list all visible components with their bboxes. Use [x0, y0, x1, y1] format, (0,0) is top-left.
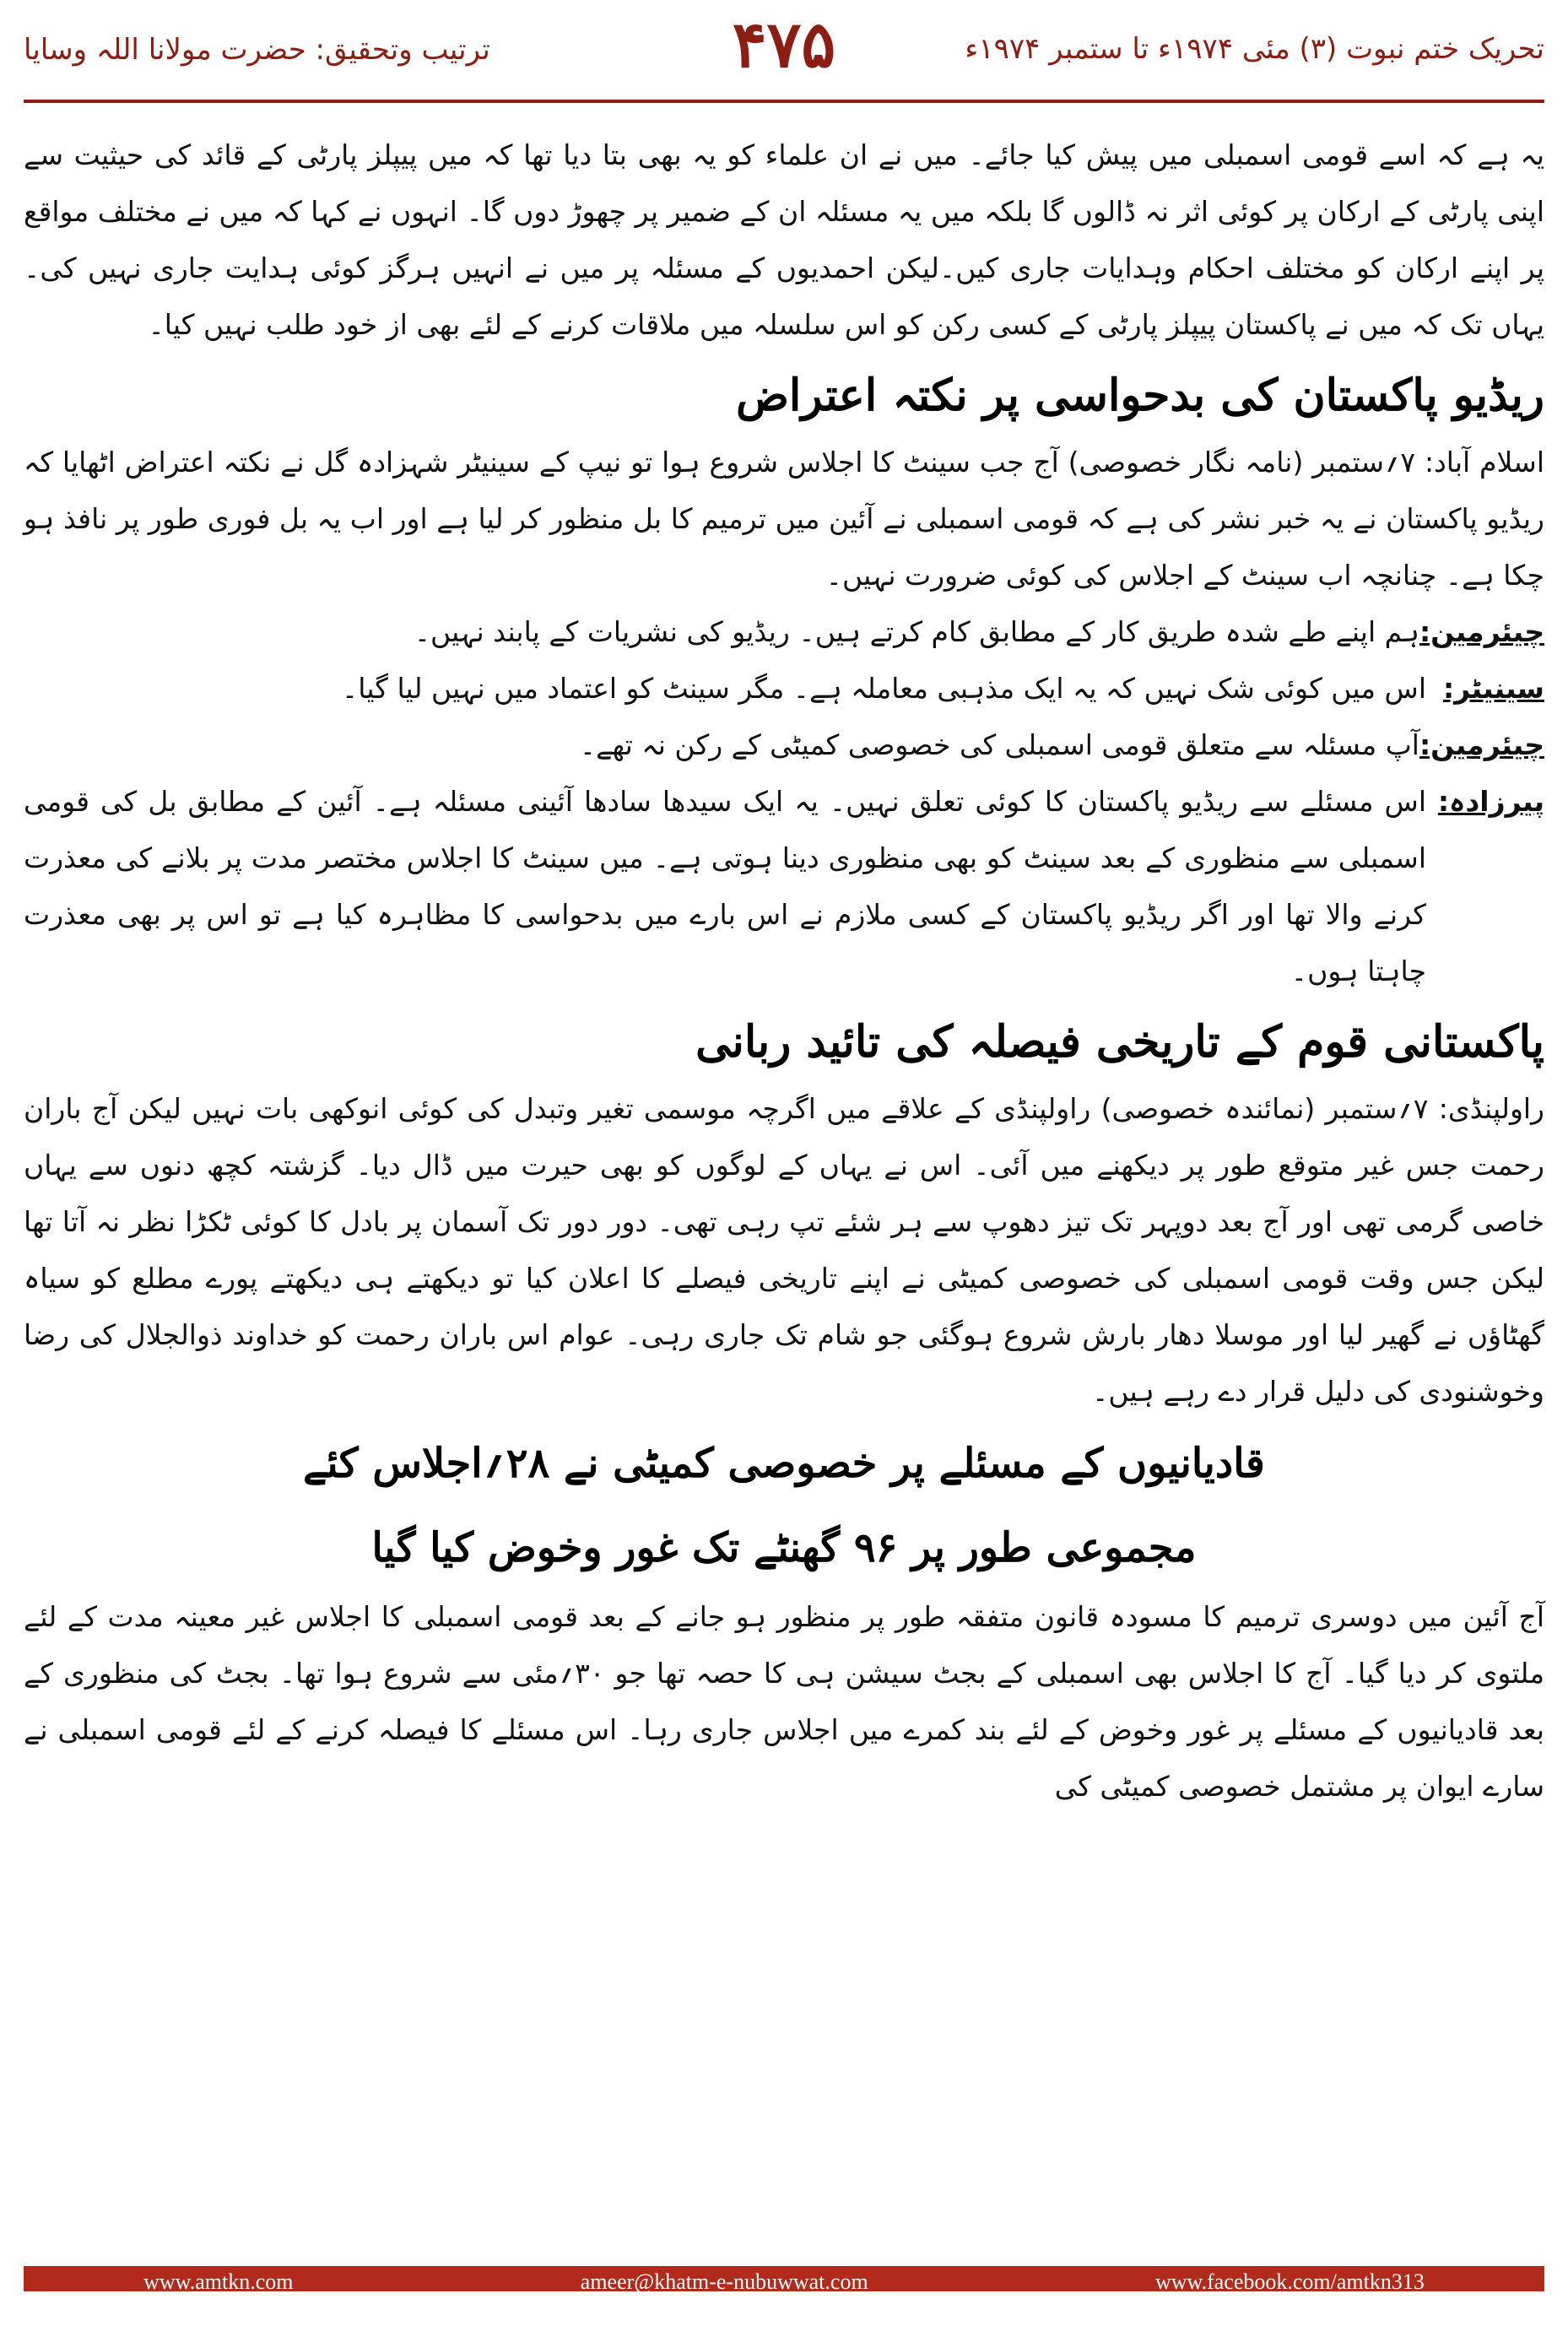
footer-links	[0, 2269, 1568, 2295]
paragraph-rawalpindi: راولپنڈی: ۷؍ستمبر (نمائندہ خصوصی) راولپنڈی کے علاقے میں اگرچہ موسمی تغیر وتبدل کی کوئی انوکھی بات نہیں لیکن آج باران رحمت جس غیر متوقع طور پر دیکھنے میں آئی۔ اس نے یہاں کے لوگوں کو بھی حیرت میں ڈال دیا۔ گزشتہ کچھ دنوں سے یہاں خاصی گرمی تھی اور آج بعد دوپہر تک تیز دھوپ سے ہر شئے تپ رہی تھی۔ دور دور تک آسمان پر بادل کا کوئی ٹکڑا نظر نہ آتا تھا لیکن جس وقت قومی اسمبلی کی خصوصی کمیٹی نے اپنے تاریخی فیصلے کا اعلان کیا تو دیکھتے ہی دیکھتے پورے مطلع کو سیاہ گھٹاؤں نے گھیر لیا اور موسلا دھار بارش شروع ہوگئی جو شام تک جاری رہی۔ عوام اس باران رحمت کو خداوند ذوالجلال کی رضا وخوشنودی کی دلیل قرار دے رہے ہیں۔	[24, 1092, 1544, 1408]
email-link[interactable]: ameer@khatm-e-nubuwwat.com	[580, 2269, 868, 2294]
page-number: ۴۷۵	[732, 7, 836, 82]
speaker-chairman: چیئرمین:	[1419, 615, 1544, 648]
speaker-chairman: چیئرمین:	[1419, 728, 1544, 761]
page-header	[0, 0, 1568, 118]
speech-text: آپ مسئلہ سے متعلق قومی اسمبلی کی خصوصی کمیٹی کے رکن نہ تھے۔	[579, 728, 1419, 761]
facebook-link[interactable]: www.facebook.com/amtkn313	[1154, 2269, 1425, 2294]
subheading-96-hours: مجموعی طور پر ۹۶ گھنٹے تک غور وخوض کیا گیا	[371, 1524, 1197, 1571]
heading-divine-approval: پاکستانی قوم کے تاریخی فیصلہ کی تائید ربانی	[695, 1016, 1544, 1068]
compiler-credit: ترتیب وتحقیق: حضرت مولانا اللہ وسایا	[24, 33, 490, 67]
paragraph-islamabad: اسلام آباد: ۷؍ستمبر (نامہ نگار خصوصی) آج جب سینٹ کا اجلاس شروع ہوا تو نیپ کے سینیٹر شہزادہ گل نے نکتہ اعتراض اٹھایا کہ ریڈیو پاکستان نے یہ خبر نشر کی ہے کہ قومی اسمبلی نے آئین میں ترمیم کا بل منظور کر لیا ہے اور اب یہ بل فوری طور پر نافذ ہو چکا ہے۔ چنانچہ اب سینٹ کے اجلاس کی کوئی ضرورت نہیں۔	[24, 446, 1544, 592]
book-title: تحریک ختم نبوت (۳) مئی ۱۹۷۴ء تا ستمبر ۱۹۷۴ء	[965, 32, 1544, 66]
dialogue-line	[24, 660, 1544, 717]
article-body	[24, 127, 1544, 2262]
dialogue-line	[24, 603, 1544, 660]
heading-radio-pakistan: ریڈیو پاکستان کی بدحواسی پر نکتہ اعتراض	[736, 370, 1544, 421]
paragraph-amendment: آج آئین میں دوسری ترمیم کا مسودہ قانون متفقہ طور پر منظور ہو جانے کے بعد قومی اسمبلی کا اجلاس غیر معینہ مدت کے لئے ملتوی کر دیا گیا۔ آج کا اجلاس بھی اسمبلی کے بجٹ سیشن ہی کا حصہ تھا جو ۳۰؍مئی سے شروع ہوا تھا۔ بجٹ کی منظوری کے بعد قادیانیوں کے مسئلے پر غور وخوض کے لئے بند کمرے میں اجلاس جاری رہا۔ اس مسئلے کا فیصلہ کرنے کے لئے قومی اسمبلی نے سارے ایوان پر مشتمل خصوصی کمیٹی کی	[24, 1600, 1544, 1803]
paragraph-intro: یہ ہے کہ اسے قومی اسمبلی میں پیش کیا جائے۔ میں نے ان علماء کو یہ بھی بتا دیا تھا کہ میں پیپلز پارٹی کے قائد کی حیثیت سے اپنی پارٹی کے ارکان پر کوئی اثر نہ ڈالوں گا بلکہ میں یہ مسئلہ ان کے ضمیر پر چھوڑ دوں گا۔ انہوں نے کہا کہ میں نے مختلف مواقع پر اپنے ارکان کو مختلف احکام وہدایات جاری کیں۔لیکن احمدیوں کے مسئلہ پر میں نے انہیں ہرگز کوئی ہدایت جاری نہیں کی۔ یہاں تک کہ میں نے پاکستان پیپلز پارٹی کے کسی رکن کو اس سلسلہ میں ملاقات کرنے کے لئے بھی از خود طلب نہیں کیا۔	[24, 138, 1544, 341]
heading-committee-sessions: قادیانیوں کے مسئلے پر خصوصی کمیٹی نے ۲۸؍اجلاس کئے	[303, 1440, 1265, 1487]
speech-text: ہم اپنے طے شدہ طریق کار کے مطابق کام کرتے ہیں۔ ریڈیو کی نشریات کے پابند نہیں۔	[414, 615, 1419, 648]
page-footer	[0, 2266, 1568, 2342]
speaker-pirzada: پیرزادہ:	[1437, 785, 1544, 818]
speech-text: اس مسئلے سے ریڈیو پاکستان کا کوئی تعلق نہیں۔ یہ ایک سیدھا سادھا آئینی مسئلہ ہے۔ آئین کے مطابق بل کی قومی اسمبلی سے منظوری کے بعد سینٹ کو بھی منظوری دینا ہوتی ہے۔ میں سینٹ کا اجلاس مختصر مدت پر بلانے کی معذرت کرنے والا تھا اور اگر ریڈیو پاکستان کے کسی ملازم نے اس بارے میں بدحواسی کا مظاہرہ کیا ہے تو اس پر بھی معذرت چاہتا ہوں۔	[24, 785, 1426, 987]
dialogue-line	[24, 717, 1544, 773]
speech-text: اس میں کوئی شک نہیں کہ یہ ایک مذہبی معاملہ ہے۔ مگر سینٹ کو اعتماد میں نہیں لیا گیا۔	[341, 672, 1426, 705]
website-link[interactable]: www.amtkn.com	[143, 2269, 294, 2294]
speaker-senator: سینیٹر:	[1442, 672, 1544, 705]
dialogue-line	[24, 773, 1544, 999]
header-divider	[24, 100, 1544, 103]
